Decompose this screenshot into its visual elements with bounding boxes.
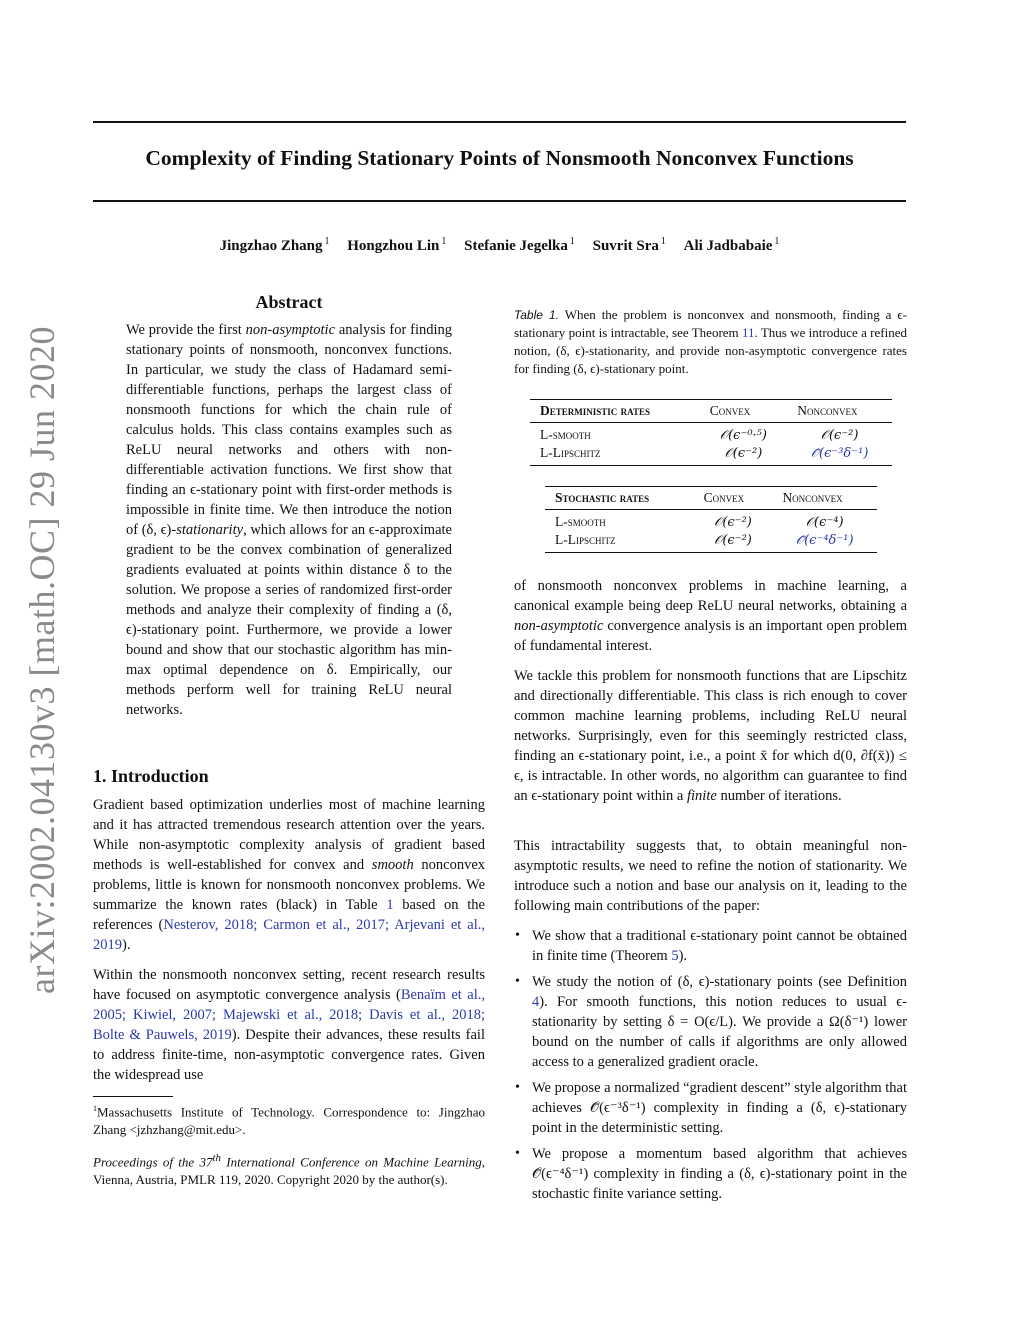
footnote-text: Massachusetts Institute of Technology. Correspondence to: Jingzhao Zhang <jzhzhang@mit.edu>.	[93, 1104, 485, 1138]
text: ). Despite their advances, these results fail to address finite-time, non-asymptotic convergence rates. Given the widespread use	[93, 1027, 485, 1083]
table-reference-link[interactable]: 1	[386, 897, 394, 913]
row-label: L-smooth	[555, 514, 606, 529]
table-header-cell: Nonconvex	[782, 490, 843, 505]
list-item	[514, 972, 907, 1072]
section-heading-introduction: 1. Introduction	[93, 766, 209, 786]
author-affiliation: 1	[569, 236, 575, 247]
table-label: Table 1.	[514, 308, 559, 322]
title-bottom-rule	[93, 200, 906, 202]
table-row	[545, 531, 877, 553]
abstract-emphasis: non-asymptotic	[245, 322, 336, 338]
text: convergence analysis is an important open problem of fundamental interest.	[514, 618, 907, 654]
deterministic-rates-table	[530, 399, 892, 466]
text: based on the references (	[93, 897, 485, 933]
arxiv-watermark	[14, 326, 70, 994]
intro-paragraph-2	[93, 965, 485, 1085]
author-list	[93, 236, 906, 255]
author-3	[464, 238, 575, 254]
proceedings-italic: International Conference on Machine Learning	[220, 1154, 482, 1170]
list-item	[514, 1144, 907, 1204]
caption-text: When the problem is nonconvex and nonsmooth, finding a ϵ-stationary point is intractable, see Theorem	[514, 307, 907, 340]
table-row	[530, 423, 892, 445]
text: We propose a normalized “gradient descent” style algorithm that achieves 𝒪̃(ϵ⁻³δ⁻¹) complexity in finding a (δ, ϵ)-stationary point in the deterministic setting.	[532, 1080, 907, 1136]
text: nonconvex problems, little is known for nonsmooth nonconvex problems. We summarize the known rates (black) in Table	[93, 857, 485, 913]
abstract-text	[126, 320, 452, 720]
convex-rate: 𝒪(ϵ⁻²)	[724, 445, 763, 461]
bullet-icon: •	[515, 974, 520, 989]
citation-link[interactable]: Benaïm et al., 2005; Kiwiel, 2007; Majewski et al., 2018; Davis et al., 2018; Bolte & Pauwels, 2019	[93, 987, 486, 1043]
nonconvex-rate: 𝒪̃(ϵ⁻⁴δ⁻¹)	[795, 532, 854, 548]
text: Gradient based optimization underlies most of machine learning and it has attracted tremendous research attention over the years. While non-asymptotic complexity analysis of gradient based methods is well-established for convex and	[93, 797, 485, 873]
table-header-cell: Deterministic rates	[540, 403, 650, 418]
text: ).	[678, 948, 688, 964]
nonconvex-rate: 𝒪̃(ϵ⁻³δ⁻¹)	[810, 445, 869, 461]
text: of nonsmooth nonconvex problems in machine learning, a canonical example being deep ReLU neural networks, obtaining a	[514, 578, 907, 614]
author-4	[593, 238, 666, 254]
table-header-cell: Nonconvex	[797, 403, 858, 418]
convex-rate: 𝒪(ϵ⁻²)	[714, 532, 752, 548]
list-item	[514, 926, 907, 966]
convex-rate: 𝒪(ϵ⁻⁰·⁵)	[719, 427, 767, 443]
author-name: Jingzhao Zhang	[219, 238, 323, 254]
table-header-cell: Stochastic rates	[555, 490, 650, 505]
author-affiliation: 1	[774, 236, 780, 247]
text: number of iterations.	[716, 788, 842, 804]
author-1	[220, 238, 330, 254]
arxiv-id: arXiv:2002.04130v3 [math.OC] 29 Jun 2020	[22, 326, 62, 994]
nonconvex-rate: 𝒪(ϵ⁻⁴)	[805, 514, 844, 530]
table-header-row	[530, 400, 892, 423]
row-label: L-smooth	[540, 427, 591, 442]
author-5	[684, 238, 780, 254]
definition-reference-link[interactable]: 4	[532, 994, 540, 1010]
author-affiliation: 1	[441, 236, 447, 247]
author-2	[347, 238, 446, 254]
bullet-icon: •	[515, 928, 520, 943]
right-paragraph-3: This intractability suggests that, to obtain meaningful non-asymptotic results, we need to refine the notion of stationarity. We introduce such a notion and base our analysis on it, leading to the following main contributions of the paper:	[514, 838, 907, 914]
author-name: Ali Jadbabaie	[683, 238, 773, 254]
proceedings-note	[93, 1149, 485, 1189]
abstract-part: We provide the first	[126, 322, 246, 338]
intro-paragraph-1	[93, 795, 485, 955]
emphasis: finite	[687, 788, 717, 804]
table-header-row	[545, 487, 877, 510]
table-row	[545, 510, 877, 532]
table-header-cell: Convex	[709, 403, 751, 418]
theorem-reference-link[interactable]: 5	[671, 948, 679, 964]
author-affiliation: 1	[660, 236, 666, 247]
abstract-emphasis: stationarity	[176, 522, 244, 538]
author-name: Suvrit Sra	[592, 238, 659, 254]
row-label: L-Lipschitz	[555, 532, 616, 547]
right-paragraph-1	[514, 576, 907, 656]
bullet-icon: •	[515, 1146, 520, 1161]
abstract-heading: Abstract	[255, 292, 323, 312]
footnote-mark: 1	[93, 1104, 97, 1113]
text: We study the notion of (δ, ϵ)-stationary points (see Definition	[532, 974, 907, 990]
theorem-reference-link[interactable]: 11	[742, 325, 755, 340]
right-paragraph-2	[514, 666, 907, 806]
text: We propose a momentum based algorithm that achieves 𝒪̃(ϵ⁻⁴δ⁻¹) complexity in finding a (δ, ϵ)-stationary point in the stochastic finite variance setting.	[532, 1146, 907, 1202]
paper-title: Complexity of Finding Stationary Points of Nonsmooth Nonconvex Functions	[145, 146, 854, 170]
author-affiliation: 1	[324, 236, 330, 247]
citation-link[interactable]: Nesterov, 2018; Carmon et al., 2017; Arjevani et al., 2019	[93, 917, 485, 953]
proceedings-italic: Proceedings of the	[93, 1154, 200, 1170]
proceedings-text: , Vienna, Austria, PMLR 119, 2020. Copyright 2020 by the author(s).	[93, 1154, 485, 1188]
caption-text: . Thus we introduce a refined notion, (δ, ϵ)-stationarity, and provide non-asymptotic convergence rates for finding (δ, ϵ)-stationary point.	[514, 325, 907, 376]
stochastic-rates-table	[545, 486, 877, 553]
table-row	[530, 444, 892, 466]
table-header-cell: Convex	[703, 490, 745, 505]
top-rule	[93, 121, 906, 123]
abstract-part: analysis for finding stationary points of nonsmooth, nonconvex functions. In particular, we study the class of Hadamard semi-differentiable functions, perhaps the largest class of nonsmooth functions for which the chain rule of calculus holds. This class contains examples such as ReLU neural networks and others with non-differentiable activation functions. We first show that finding an ϵ-stationary point with first-order methods is impossible in finite time. We then introduce the notion of (δ, ϵ)-	[126, 322, 453, 538]
author-name: Hongzhou Lin	[347, 238, 440, 254]
author-name: Stefanie Jegelka	[464, 238, 568, 254]
footnote-rule	[93, 1096, 173, 1097]
emphasis: smooth	[371, 857, 414, 873]
text: ). For smooth functions, this notion reduces to usual ϵ-stationarity by setting δ = O(ϵ/L). We provide a Ω(δ⁻¹) lower bound on the number of calls if algorithms are only allowed access to a generalized gradient oracle.	[532, 994, 907, 1070]
bullet-icon: •	[515, 1080, 520, 1095]
nonconvex-rate: 𝒪(ϵ⁻²)	[820, 427, 859, 443]
list-item	[514, 1078, 907, 1138]
emphasis: non-asymptotic	[514, 618, 604, 634]
text: We tackle this problem for nonsmooth functions that are Lipschitz and directionally differentiable. This class is rich enough to cover common machine learning problems, including ReLU neural networks. Surprisingly, even for this seemingly restricted class, finding an ϵ-stationary point, i.e., a point x̄ for which d(0, ∂f(x̄)) ≤ ϵ, is intractable. In other words, no algorithm can guarantee to find an ϵ-stationary point within a	[514, 668, 907, 804]
text: Within the nonsmooth nonconvex setting, recent research results have focused on asymptotic convergence analysis (	[93, 967, 485, 1003]
proceedings-number: 37	[199, 1154, 213, 1170]
abstract-part: , which allows for an ϵ-approximate gradient to be the convex combination of generalized gradients evaluated at points within distance δ to the solution. We propose a series of randomized first-order methods and analyze their complexity of finding a (δ, ϵ)-stationary point. Furthermore, we provide a lower bound and show that our stochastic algorithm has min-max optimal dependence on δ. Empirically, our methods perform well for training ReLU neural networks.	[126, 522, 452, 718]
contributions-list	[514, 926, 907, 1210]
proceedings-ordinal: th	[212, 1152, 221, 1164]
text: ).	[122, 937, 131, 953]
table-caption	[514, 306, 907, 378]
text: We show that a traditional ϵ-stationary point cannot be obtained in finite time (Theorem	[532, 928, 907, 964]
row-label: L-Lipschitz	[540, 445, 601, 460]
footnote	[93, 1100, 485, 1139]
convex-rate: 𝒪(ϵ⁻²)	[714, 514, 752, 530]
